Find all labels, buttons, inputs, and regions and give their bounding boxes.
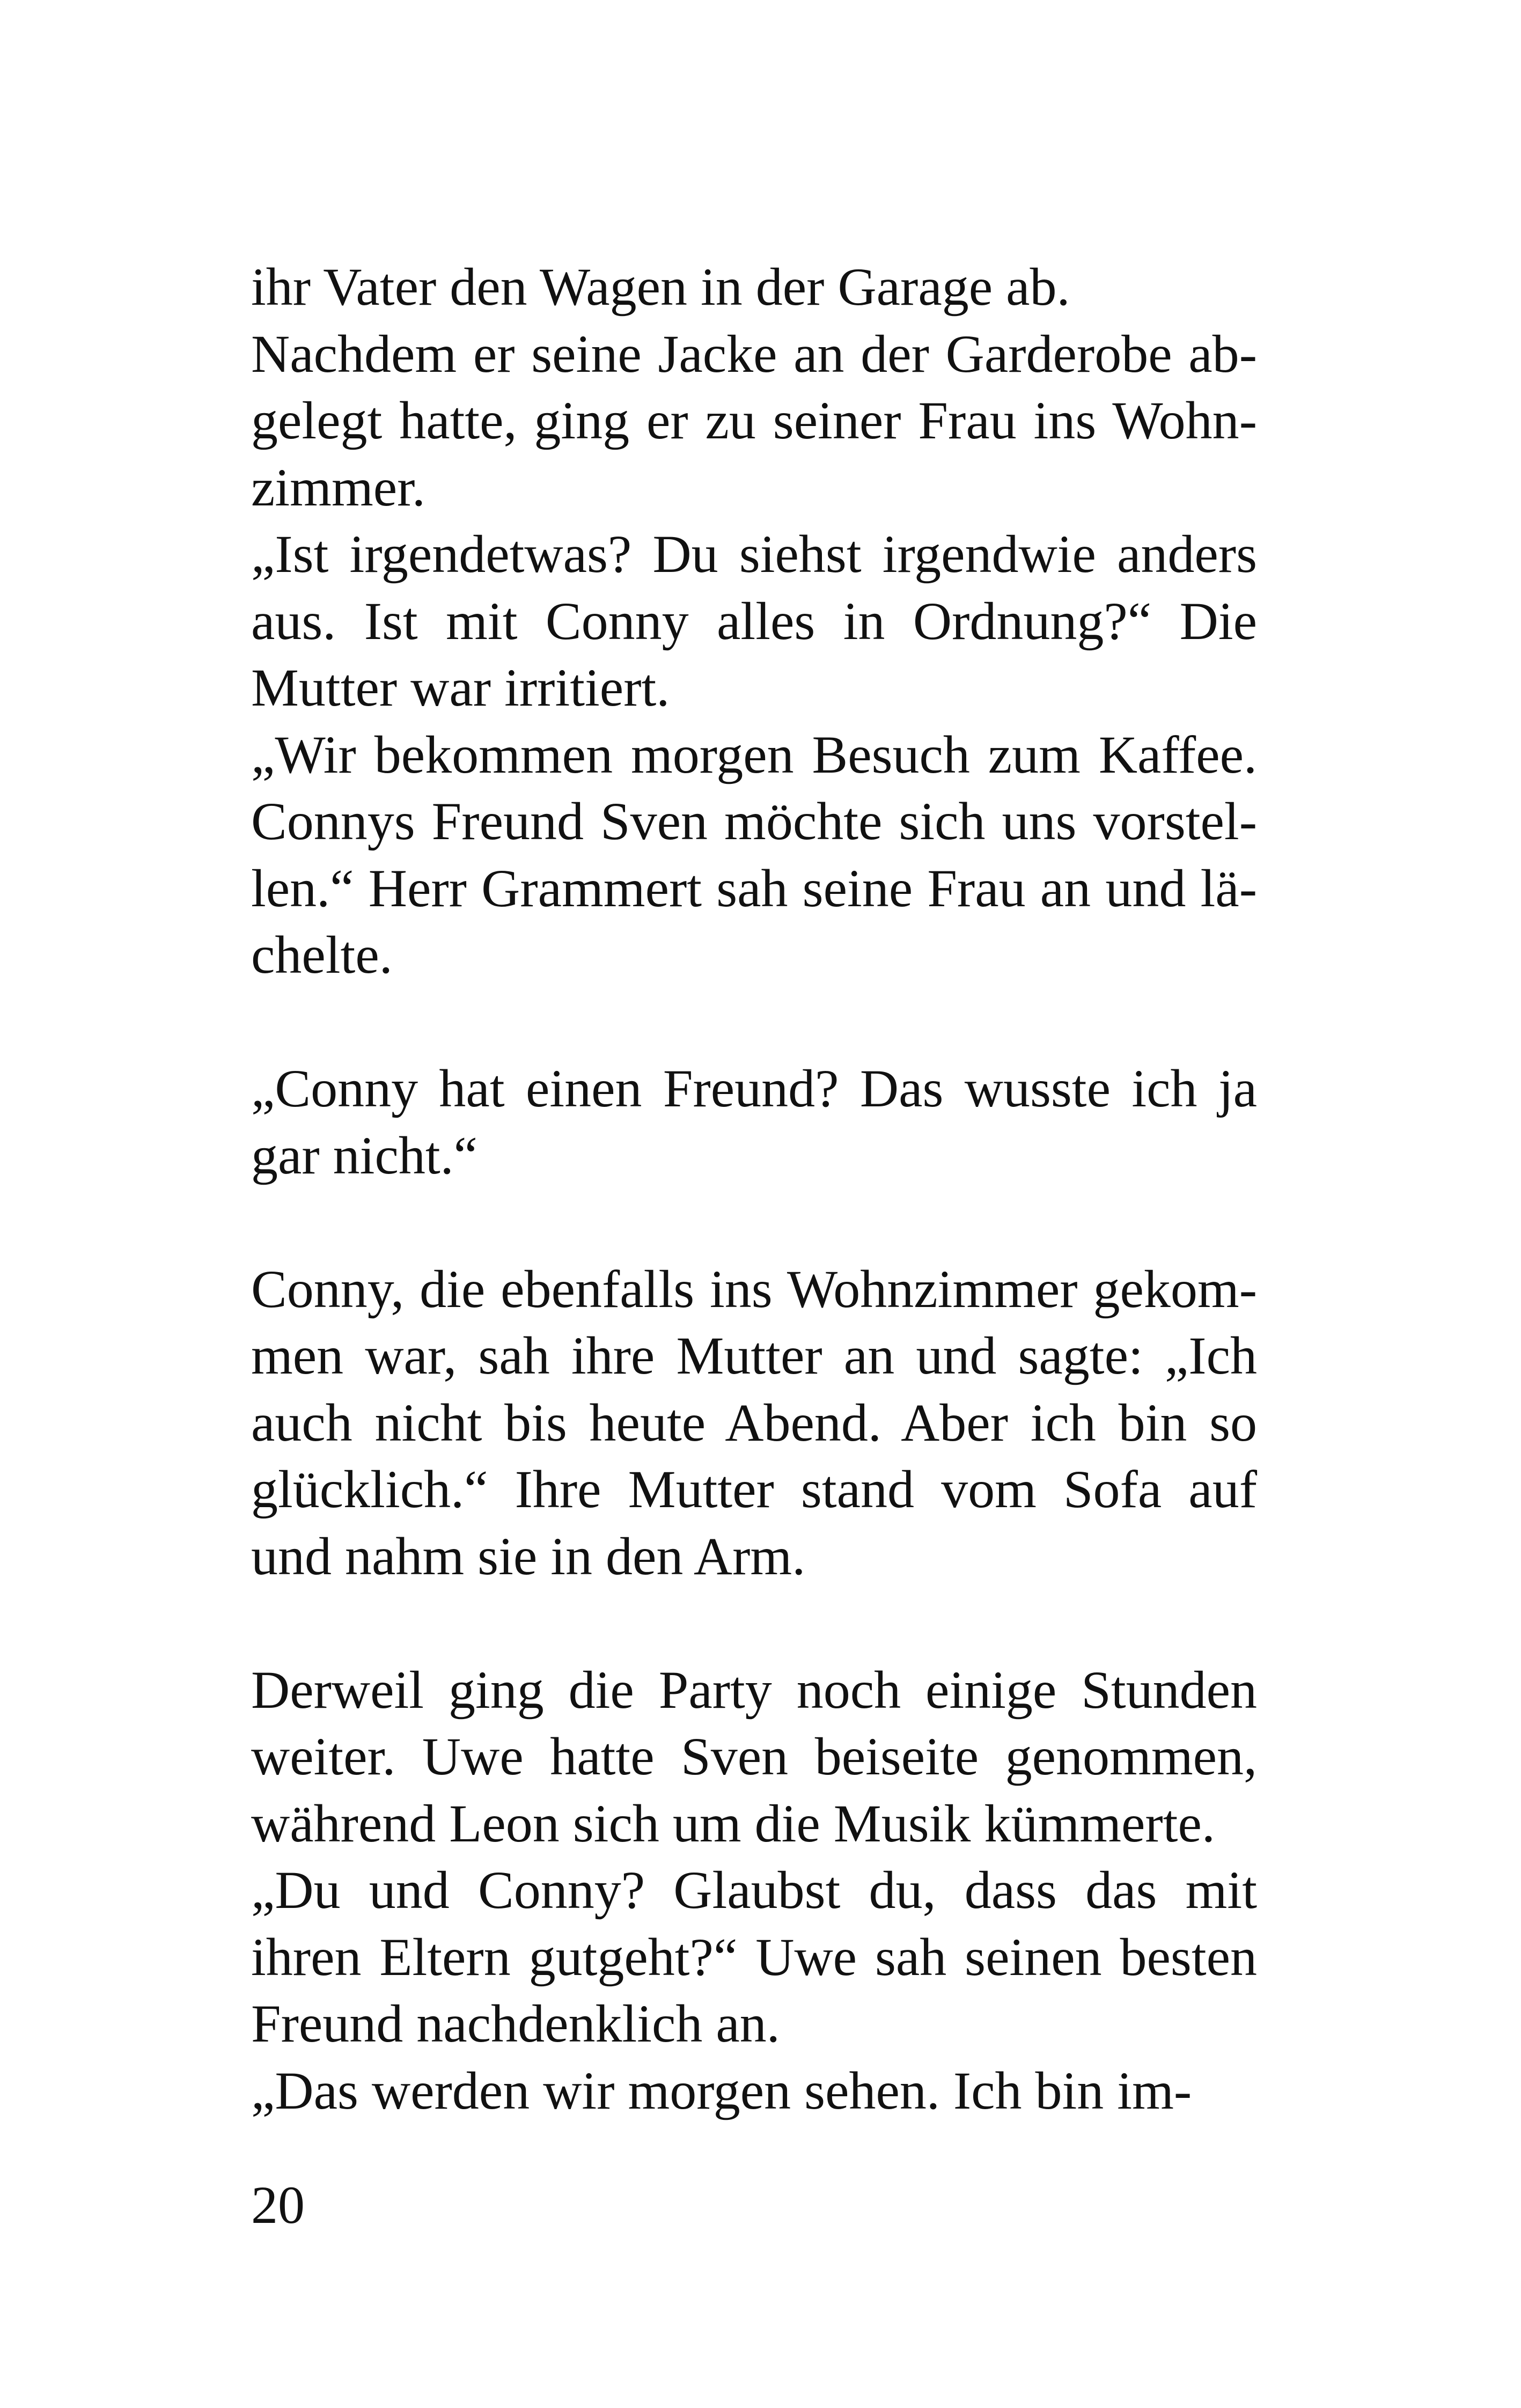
page-number: 20 [251,2175,305,2235]
paragraph: Nachdem er seine Jacke an der Garderobe abgelegt hatte, ging er zu seiner Frau ins Wohnzimmer. [251,324,1257,517]
paragraph: „Das werden wir morgen sehen. Ich bin im- [251,2060,1192,2120]
paragraph: „Conny hat einen Freund? Das wusste ich ja gar nicht.“ [251,1059,1257,1185]
paragraph: „Du und Conny? Glaubst du, dass das mit ihren Eltern gutgeht?“ Uwe sah seinen besten Freund nachdenklich an. [251,1860,1257,2053]
paragraph: ihr Vater den Wagen in der Garage ab. [251,257,1070,317]
paragraph: Derweil ging die Party noch einige Stunden weiter. Uwe hatte Sven beiseite genommen, während Leon sich um die Musik kümmerte. [251,1660,1257,1853]
paragraph: „Ist irgendetwas? Du siehst irgendwie anders aus. Ist mit Conny alles in Ordnung?“ Die Mutter war irritiert. [251,524,1257,717]
paragraph: „Wir bekommen morgen Besuch zum Kaffee. Connys Freund Sven möchte sich uns vorstellen.“ Herr Grammert sah seine Frau an und lächelte. [251,724,1257,985]
paragraph: Conny, die ebenfalls ins Wohnzimmer gekommen war, sah ihre Mutter an und sagte: „Ich auch nicht bis heute Abend. Aber ich bin so glücklich.“ Ihre Mutter stand vom Sofa auf und nahm sie in den Arm. [251,1259,1257,1586]
body-text [251,254,1257,2124]
